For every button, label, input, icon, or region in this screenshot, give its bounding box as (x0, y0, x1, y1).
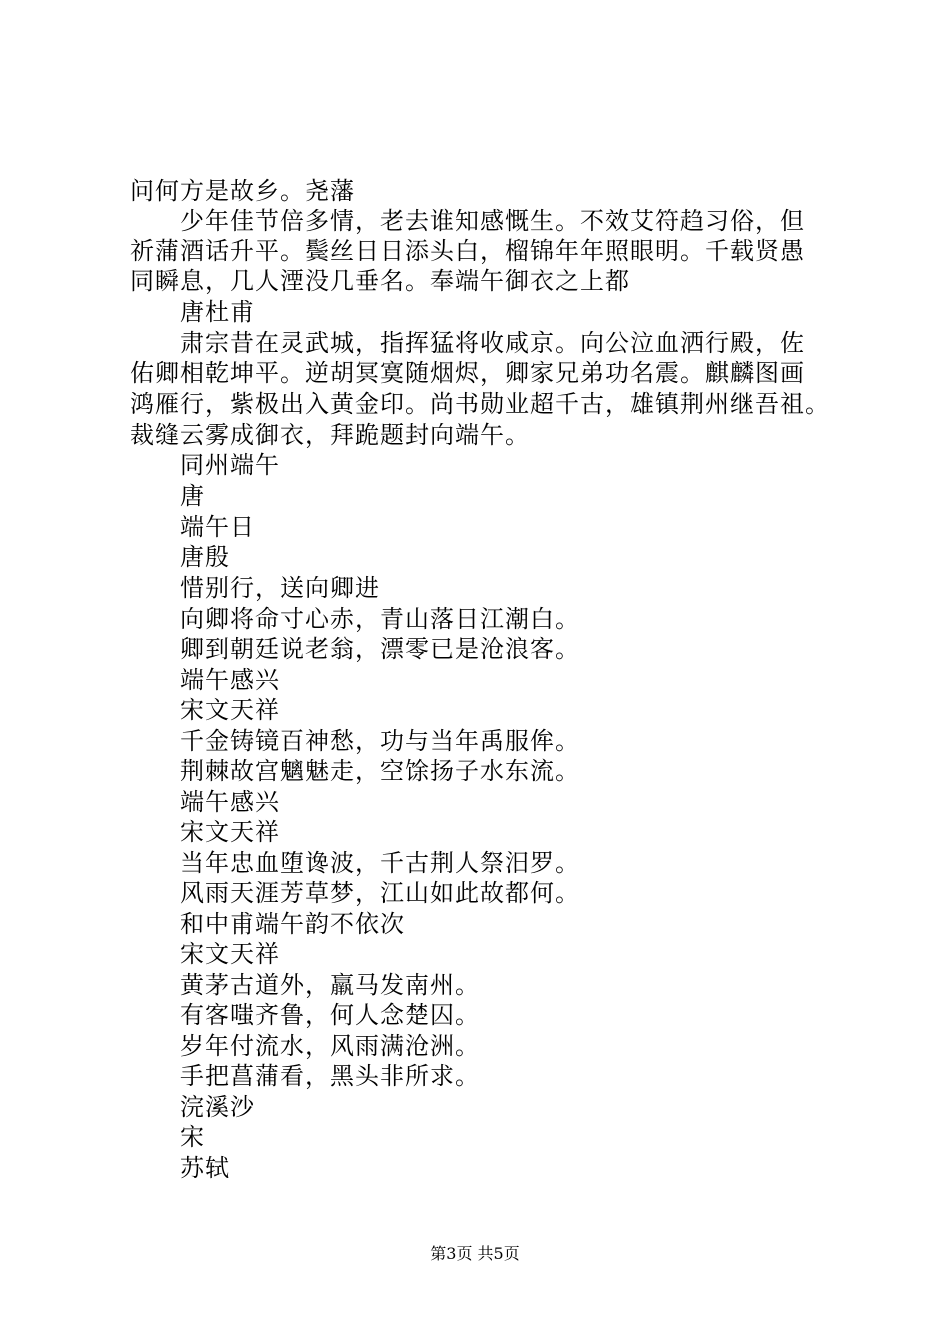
text-line: 宋文天祥 (180, 940, 280, 968)
text-line: 佑卿相乾坤平。逆胡冥寞随烟烬，卿家兄弟功名震。麒麟图画 (130, 359, 805, 387)
text-line: 苏轼 (180, 1154, 230, 1182)
text-line: 唐杜甫 (180, 298, 255, 326)
text-line: 向卿将命寸心赤，青山落日江潮白。 (180, 605, 580, 633)
text-line: 端午感兴 (180, 788, 280, 816)
text-line: 宋 (180, 1123, 205, 1151)
text-line: 同瞬息，几人湮没几垂名。奉端午御衣之上都 (130, 267, 630, 295)
text-line: 唐殷 (180, 543, 230, 571)
text-line: 惜别行，送向卿进 (180, 574, 380, 602)
text-line: 黄茅古道外，羸马发南州。 (180, 971, 480, 999)
text-line: 问何方是故乡。尧藩 (130, 177, 355, 205)
text-line: 风雨天涯芳草梦，江山如此故都何。 (180, 879, 580, 907)
text-line: 祈蒲酒话升平。鬓丝日日添头白，榴锦年年照眼明。千载贤愚 (130, 237, 805, 265)
text-line: 有客嗤齐鲁，何人念楚囚。 (180, 1001, 480, 1029)
page-footer: 第3页 共5页 (430, 1244, 520, 1263)
text-line: 当年忠血堕谗波，千古荆人祭汨罗。 (180, 849, 580, 877)
text-line: 浣溪沙 (180, 1093, 255, 1121)
text-line: 岁年付流水，风雨满沧洲。 (180, 1032, 480, 1060)
text-line: 少年佳节倍多情，老去谁知感慨生。不效艾符趋习俗，但 (180, 207, 805, 235)
text-line: 端午日 (180, 513, 255, 541)
text-line: 裁缝云雾成御衣，拜跪题封向端午。 (130, 421, 530, 449)
text-line: 宋文天祥 (180, 696, 280, 724)
text-line: 荆棘故宫魑魅走，空馀扬子水东流。 (180, 757, 580, 785)
text-line: 同州端午 (180, 451, 280, 479)
text-line: 手把菖蒲看，黑头非所求。 (180, 1062, 480, 1090)
text-line: 唐 (180, 482, 205, 510)
text-line: 鸿雁行，紫极出入黄金印。尚书勋业超千古，雄镇荆州继吾祖。 (130, 390, 830, 418)
text-line: 肃宗昔在灵武城，指挥猛将收咸京。向公泣血洒行殿，佐 (180, 329, 805, 357)
text-line: 宋文天祥 (180, 818, 280, 846)
text-line: 卿到朝廷说老翁，漂零已是沧浪客。 (180, 635, 580, 663)
text-line: 端午感兴 (180, 666, 280, 694)
text-line: 千金铸镜百神愁，功与当年禹服侔。 (180, 727, 580, 755)
text-line: 和中甫端午韵不依次 (180, 910, 405, 938)
